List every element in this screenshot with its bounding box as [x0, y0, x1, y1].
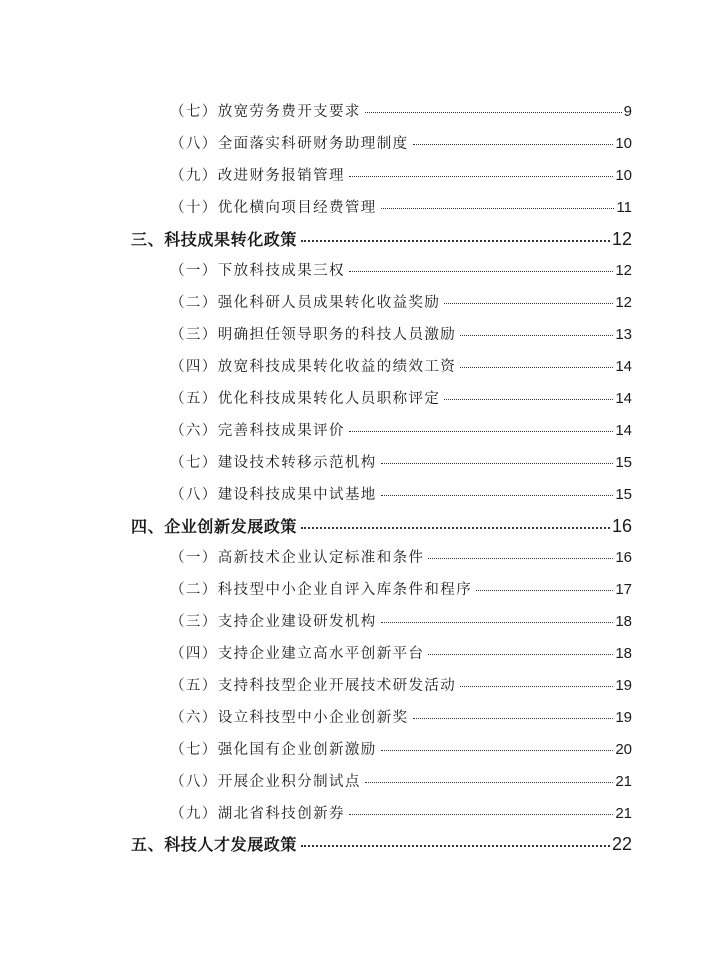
toc-entry-label: （六）完善科技成果评价 — [170, 423, 345, 439]
toc-entry-label: （八）全面落实科研财务助理制度 — [170, 136, 409, 152]
toc-section-entry[interactable] — [131, 514, 632, 537]
toc-entry-label: （五）支持科技型企业开展技术研发活动 — [170, 678, 457, 694]
toc-entry-label: （三）支持企业建设研发机构 — [170, 614, 377, 630]
dot-leader — [381, 750, 614, 751]
toc-entry-page: 16 — [615, 549, 632, 566]
toc-section-label: 五、科技人才发展政策 — [131, 835, 298, 854]
dot-leader — [349, 431, 613, 432]
toc-entry[interactable] — [170, 100, 632, 121]
dot-leader — [381, 622, 614, 623]
toc-entry-label: （二）强化科研人员成果转化收益奖励 — [170, 295, 441, 311]
dot-leader — [349, 814, 613, 815]
toc-entry-label: （九）湖北省科技创新券 — [170, 806, 345, 822]
toc-entry-page: 13 — [615, 326, 632, 343]
dot-leader — [428, 654, 613, 655]
dot-leader — [381, 208, 615, 209]
toc-entry[interactable] — [170, 387, 632, 408]
dot-leader — [301, 240, 610, 242]
toc-entry-label: （七）建设技术转移示范机构 — [170, 455, 377, 471]
toc-entry-label: （三）明确担任领导职务的科技人员激励 — [170, 327, 457, 343]
toc-entry-page: 14 — [615, 358, 632, 375]
toc-section-page: 12 — [611, 229, 632, 249]
dot-leader — [428, 558, 613, 559]
dot-leader — [365, 112, 622, 113]
toc-entry-label: （一）下放科技成果三权 — [170, 263, 345, 279]
toc-entry-page: 12 — [615, 262, 632, 279]
toc-entry-label: （四）放宽科技成果转化收益的绩效工资 — [170, 359, 457, 375]
dot-leader — [301, 845, 610, 847]
toc-entry-page: 12 — [615, 294, 632, 311]
toc-entry-page: 19 — [615, 709, 632, 726]
toc-entry-label: （七）放宽劳务费开支要求 — [170, 104, 361, 120]
toc-entry[interactable] — [170, 419, 632, 440]
toc-entry[interactable] — [170, 132, 632, 153]
dot-leader — [413, 144, 614, 145]
toc-section-entry[interactable] — [131, 832, 632, 855]
toc-entry[interactable] — [170, 196, 632, 217]
toc-entry[interactable] — [170, 738, 632, 759]
toc-section-entry[interactable] — [131, 227, 632, 250]
toc-entry-label: （八）开展企业积分制试点 — [170, 774, 361, 790]
toc-entry[interactable] — [170, 259, 632, 280]
dot-leader — [444, 303, 613, 304]
toc-entry[interactable] — [170, 451, 632, 472]
dot-leader — [381, 463, 614, 464]
toc-section-label: 三、科技成果转化政策 — [131, 230, 298, 249]
toc-entry[interactable] — [170, 802, 632, 823]
toc-entry-page: 20 — [615, 741, 632, 758]
toc-entry-page: 14 — [615, 422, 632, 439]
toc-entry-page: 10 — [615, 135, 632, 152]
dot-leader — [365, 782, 614, 783]
toc-entry[interactable] — [170, 642, 632, 663]
toc-entry-page: 11 — [616, 199, 632, 216]
dot-leader — [349, 176, 613, 177]
toc-entry-page: 10 — [615, 167, 632, 184]
toc-entry-page: 21 — [615, 773, 632, 790]
toc-entry[interactable] — [170, 706, 632, 727]
dot-leader — [460, 686, 613, 687]
dot-leader — [349, 271, 613, 272]
toc-entry-label: （十）优化横向项目经费管理 — [170, 200, 377, 216]
toc-entry-page: 18 — [615, 645, 632, 662]
toc-entry[interactable] — [170, 770, 632, 791]
toc-entry[interactable] — [170, 291, 632, 312]
toc-entry-page: 15 — [615, 454, 632, 471]
toc-entry[interactable] — [170, 355, 632, 376]
toc-section-label: 四、企业创新发展政策 — [131, 517, 298, 536]
dot-leader — [301, 527, 610, 529]
toc-entry[interactable] — [170, 610, 632, 631]
toc-entry-label: （五）优化科技成果转化人员职称评定 — [170, 391, 441, 407]
toc-entry[interactable] — [170, 164, 632, 185]
toc-entry-label: （六）设立科技型中小企业创新奖 — [170, 710, 409, 726]
toc-entry-label: （四）支持企业建立高水平创新平台 — [170, 646, 425, 662]
dot-leader — [381, 495, 614, 496]
toc-entry-label: （二）科技型中小企业自评入库条件和程序 — [170, 582, 473, 598]
dot-leader — [460, 335, 613, 336]
toc-entry-label: （九）改进财务报销管理 — [170, 168, 345, 184]
dot-leader — [413, 718, 614, 719]
toc-entry[interactable] — [170, 674, 632, 695]
toc-section-page: 16 — [611, 516, 632, 536]
toc-entry[interactable] — [170, 578, 632, 599]
toc-entry-page: 14 — [615, 390, 632, 407]
toc-entry[interactable] — [170, 323, 632, 344]
toc-entry-page: 18 — [615, 613, 632, 630]
toc-entry[interactable] — [170, 546, 632, 567]
dot-leader — [444, 399, 613, 400]
dot-leader — [460, 367, 613, 368]
toc-entry-page: 17 — [615, 581, 632, 598]
toc-entry-page: 19 — [615, 677, 632, 694]
toc-entry-page: 21 — [615, 805, 632, 822]
toc-entry-page: 15 — [615, 486, 632, 503]
toc-entry-label: （一）高新技术企业认定标准和条件 — [170, 550, 425, 566]
toc-entry[interactable] — [170, 483, 632, 504]
toc-entry-page: 9 — [623, 103, 632, 120]
toc-entry-label: （八）建设科技成果中试基地 — [170, 487, 377, 503]
toc-section-page: 22 — [611, 834, 632, 854]
dot-leader — [476, 590, 613, 591]
toc-entry-label: （七）强化国有企业创新激励 — [170, 742, 377, 758]
